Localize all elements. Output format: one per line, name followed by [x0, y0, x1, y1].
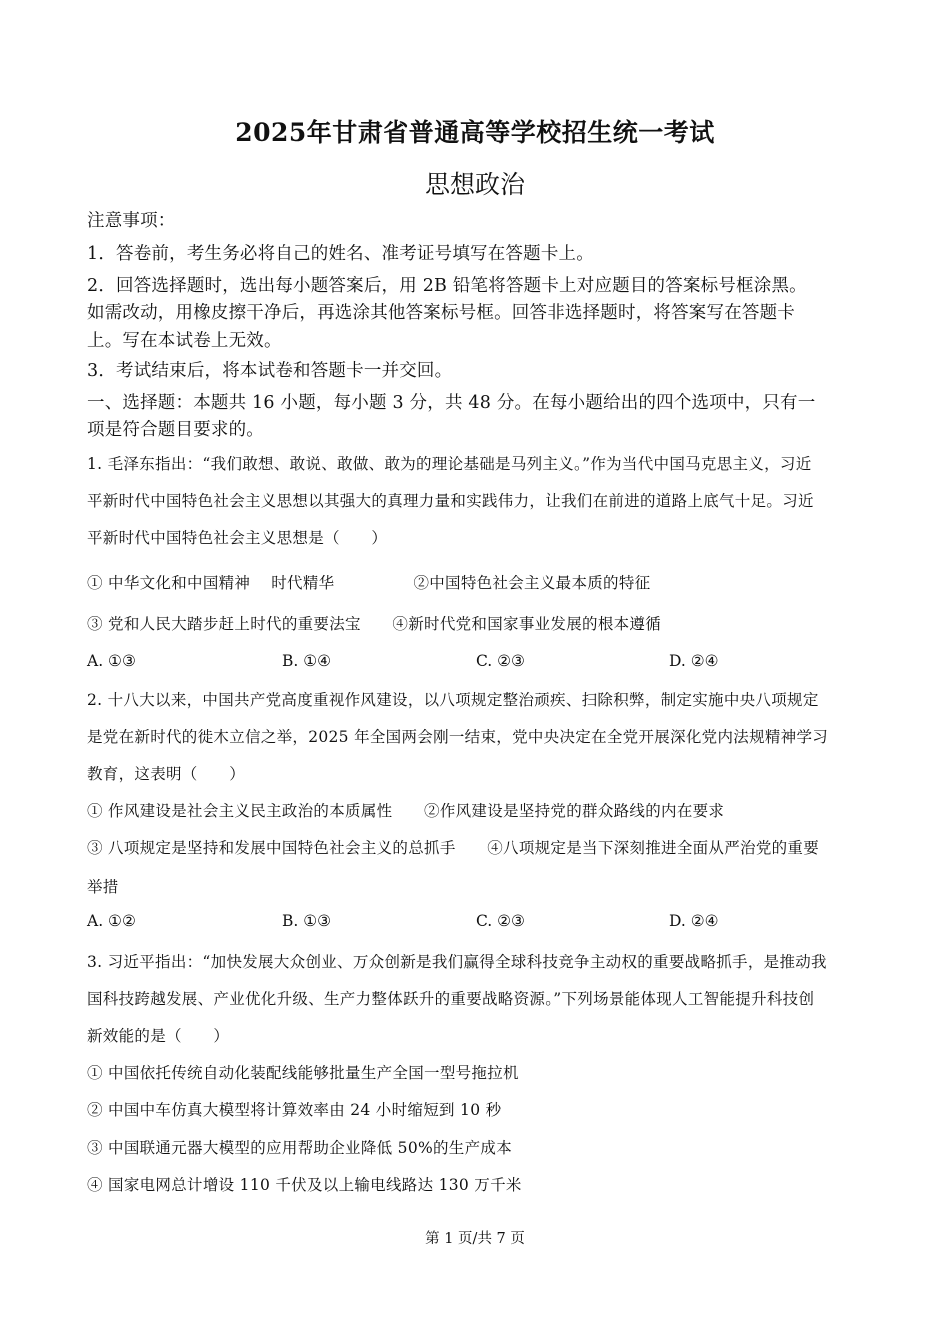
- question-2-statement: ① 作风建设是社会主义民主政治的本质属性 ②作风建设是坚持党的群众路线的内在要求: [87, 802, 725, 820]
- notice-heading: 注意事项：: [87, 211, 176, 231]
- question-2-option-a[interactable]: A. ①②: [87, 912, 136, 930]
- question-1-stem: 平新时代中国特色社会主义思想以其强大的真理力量和实践伟力，让我们在前进的道路上底气十足。习近: [87, 492, 814, 510]
- notice-line: 如需改动，用橡皮擦干净后，再选涂其他答案标号框。回答非选择题时，将答案写在答题卡: [87, 303, 795, 323]
- notice-line: 上。写在本试卷上无效。: [87, 331, 282, 351]
- question-3-statement: ② 中国中车仿真大模型将计算效率由 24 小时缩短到 10 秒: [87, 1101, 502, 1119]
- question-1-stem: 1. 毛泽东指出：“我们敢想、敢说、敢做、敢为的理论基础是马列主义。”作为当代中国马克思主义，习近: [87, 455, 812, 473]
- section-heading: 一、选择题：本题共 16 小题，每小题 3 分，共 48 分。在每小题给出的四个选项中，只有一: [87, 393, 816, 413]
- question-1-option-d[interactable]: D. ②④: [669, 652, 719, 670]
- question-2-option-d[interactable]: D. ②④: [669, 912, 719, 930]
- exam-subject: 思想政治: [424, 170, 525, 199]
- question-3-statement: ③ 中国联通元器大模型的应用帮助企业降低 50%的生产成本: [87, 1139, 513, 1157]
- question-1-statement: ① 中华文化和中国精神 时代精华 ②中国特色社会主义最本质的特征: [87, 574, 651, 592]
- question-2-option-c[interactable]: C. ②③: [476, 912, 525, 930]
- question-3-stem: 3. 习近平指出：“加快发展大众创业、万众创新是我们赢得全球科技竞争主动权的重要战略抓手，是推动我: [87, 953, 827, 971]
- notice-line: 1．答卷前，考生务必将自己的姓名、准考证号填写在答题卡上。: [87, 244, 594, 264]
- exam-title: 2025年甘肃省普通高等学校招生统一考试: [235, 118, 715, 147]
- question-3-statement: ④ 国家电网总计增设 110 千伏及以上输电线路达 130 万千米: [87, 1176, 522, 1194]
- question-3-statement: ① 中国依托传统自动化装配线能够批量生产全国一型号拖拉机: [87, 1064, 519, 1082]
- question-1-stem: 平新时代中国特色社会主义思想是（ ）: [87, 529, 388, 547]
- question-1-statement: ③ 党和人民大踏步赶上时代的重要法宝 ④新时代党和国家事业发展的根本遵循: [87, 615, 662, 633]
- question-1-option-c[interactable]: C. ②③: [476, 652, 525, 670]
- notice-line: 3．考试结束后，将本试卷和答题卡一并交回。: [87, 361, 453, 381]
- page-number: 第 1 页/共 7 页: [425, 1231, 525, 1247]
- notice-line: 2．回答选择题时，选出每小题答案后，用 2B 铅笔将答题卡上对应题目的答案标号框涂黑。: [87, 276, 807, 296]
- question-2-stem: 教育，这表明（ ）: [87, 765, 246, 783]
- question-3-stem: 国科技跨越发展、产业优化升级、生产力整体跃升的重要战略资源。”下列场景能体现人工智能提升科技创: [87, 990, 815, 1008]
- question-3-stem: 新效能的是（ ）: [87, 1027, 230, 1045]
- question-2-statement: ③ 八项规定是坚持和发展中国特色社会主义的总抓手 ④八项规定是当下深刻推进全面从严治党的重要: [87, 839, 820, 857]
- question-2-stem: 是党在新时代的徙木立信之举，2025 年全国两会刚一结束，党中央决定在全党开展深化党内法规精神学习: [87, 728, 829, 746]
- question-2-statement: 举措: [87, 878, 119, 896]
- section-heading-cont: 项是符合题目要求的。: [87, 420, 264, 440]
- question-2-stem: 2. 十八大以来，中国共产党高度重视作风建设，以八项规定整治顽疾、扫除积弊，制定实施中央八项规定: [87, 691, 819, 709]
- question-1-option-a[interactable]: A. ①③: [87, 652, 136, 670]
- question-1-option-b[interactable]: B. ①④: [282, 652, 332, 670]
- question-2-option-b[interactable]: B. ①③: [282, 912, 332, 930]
